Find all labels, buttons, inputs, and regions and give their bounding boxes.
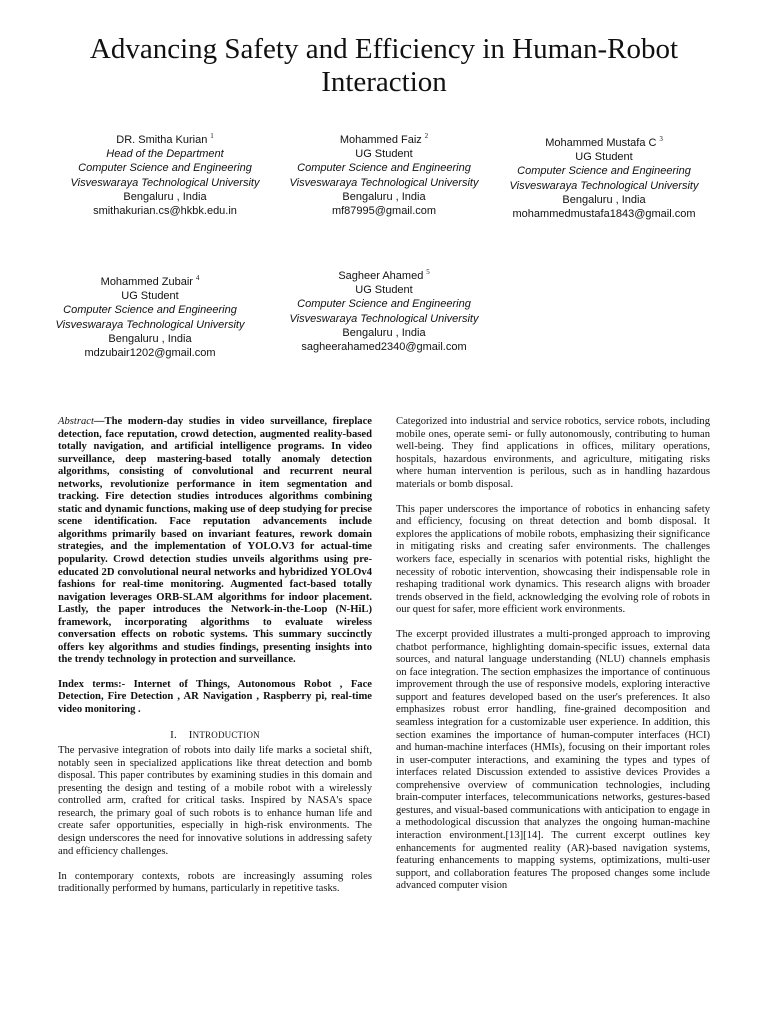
author-role: UG Student: [355, 284, 413, 297]
author-university: Visveswaraya Technological University: [289, 312, 479, 325]
author-dept: Computer Science and Engineering: [63, 304, 237, 317]
author-role: Head of the Department: [106, 148, 224, 161]
author-name: Sagheer Ahamed $^5$: [338, 268, 430, 282]
author-role: UG Student: [121, 290, 179, 303]
author-university: Visveswaraya Technological University: [70, 176, 260, 189]
author-dept: Computer Science and Engineering: [78, 162, 252, 175]
author-email: sagheerahamed2340@gmail.com: [301, 341, 467, 354]
section-heading-introduction: I. INTRODUCTION: [170, 728, 260, 741]
author-location: Bengaluru , India: [108, 332, 192, 345]
abstract-text: —The modern-day studies in video surveillance, fireplace detection, face reputation, crowd detection, augmented reality-based totally navigation, and artificial intelligence programs. In video surveillance, deep mastering-based totally anomaly detection algorithms, consisting of convolutional and recurrent neural networks, revolutionize performance in item segmentation and tracking. Fire detection studies introduces algorithms combining static and dynamic functions, making use of deep studying for precise scene identification. Face reputation advancements include algorithms primarily based on invariant features, rework domain strategies, and the implementation of YOLO.V3 for actual-time popularity. Crowd detection studies unveils algorithms using pre-educated 2D convolutional neural networks and hybridized YOLOv4 fashions for real-time monitoring. Augmented fact-based totally navigation leverages ORB-SLAM algorithms for indoor placement. Lastly, the paper introduces the Network-in-the-Loop (N-HiL) framework, incorporating algorithms to evaluate wireless conversation effects on robotic systems. This summary succinctly offers key algorithms and studies findings, presenting insights into the trendy technology in protection and surveillance.: [58, 416, 372, 666]
author-location: Bengaluru , India: [562, 193, 646, 206]
author-university: Visveswaraya Technological University: [509, 179, 699, 192]
author-university: Visveswaraya Technological University: [289, 176, 479, 189]
body-paragraph-2: This paper underscores the importance of robotics in enhancing safety and efficiency, focusing on threat detection and bomb disposal. It explores the applications of mobile robots, emphasizing their significance in mitigating risks and creating safer environments. The challenges workers face, especially in scenarios with potential risks, highlight the necessity of robotic intervention, showcasing their indispensable role in reshaping traditional work dynamics. This research aligns with broader trends observed in the field, acknowledging the evolving role of robots in our quest for safer, more efficient work environments.: [396, 503, 710, 616]
author-email: mf87995@gmail.com: [331, 205, 437, 218]
author-university: Visveswaraya Technological University: [55, 318, 245, 331]
index-terms: Index terms:- Internet of Things, Autonomous Robot , Face Detection, Fire Detection , AR Navigation , Raspberry pi, real-time video monitoring .: [58, 678, 372, 716]
left-column: [58, 416, 372, 896]
author-location: Bengaluru , India: [342, 190, 426, 203]
author-block-1: [50, 133, 280, 218]
author-block-5: [284, 269, 484, 354]
author-location: Bengaluru , India: [123, 190, 207, 203]
body-paragraph-3: The excerpt provided illustrates a multi-pronged approach to improving chatbot performance, highlighting domain-specific issues, external data sources, and natural language understanding (NLU) channels emphasis on face integration. The section emphasizes the importance of continuous improvement through the use of responsive models, exploring interactive support and features developed based on the user's preferences. It also emphasizes robust error handling, fine-grained decomposition and seamless integration for a customizable user experience. In addition, this section examines the importance of human-computer interfaces (HCI) and human-machine interfaces (HMIs), focusing on their important roles in user-computer interactions, and examining the types and types of interfaces related Discussion extended to assistive devices Provides a comprehensive overview of communication technologies, including brain-computer interfaces, telecommunications networks, gestures-based gestures, and visual-based communications with anticipation to engage in a methodological discussion that analyzes the ongoing human-machine interaction environment.[13][14]. The current excerpt outlines key enhancements for augmented reality (AR)-based navigation systems, featuring enhancements to mapping systems, optimizations, multi-user support, and collaboration features The proposed changes some include advanced computer vision: [396, 629, 710, 892]
author-email: mohammedmustafa1843@gmail.com: [512, 208, 696, 221]
author-location: Bengaluru , India: [342, 326, 426, 339]
author-name: DR. Smitha Kurian $^1$: [116, 132, 214, 146]
author-block-2: [284, 133, 484, 218]
abstract: [58, 416, 372, 667]
author-dept: Computer Science and Engineering: [297, 162, 471, 175]
author-name: Mohammed Mustafa C $^3$: [545, 135, 663, 149]
right-column: [396, 416, 710, 893]
intro-paragraph-2: In contemporary contexts, robots are increasingly assuming roles traditionally performed by humans, particularly in repetitive tasks.: [58, 870, 372, 895]
intro-paragraph-1: The pervasive integration of robots into daily life marks a societal shift, notably seen in specialized applications like threat detection and bomb disposal. This paper contributes by examining studies in this domain and presenting the design and testing of a mobile robot with a wirelessly controlled arm, crafted for critical tasks. Inspired by NASA's space research, the primary goal of such robots is to enhance human life and create safer opportunities, especially in high-risk environments. The design underscores the need for innovative solutions in addressing safety and efficiency challenges.: [58, 745, 372, 857]
author-name: Mohammed Faiz $^2$: [339, 132, 429, 146]
abstract-label: Abstract: [58, 416, 94, 427]
author-role: UG Student: [575, 151, 633, 164]
author-block-4: [50, 275, 250, 360]
author-email: smithakurian.cs@hkbk.edu.in: [93, 205, 237, 218]
author-name: Mohammed Zubair $^4$: [100, 274, 200, 288]
paper-title: Advancing Safety and Efficiency in Human-Robot Interaction: [89, 33, 679, 98]
author-role: UG Student: [355, 148, 413, 161]
author-email: mdzubair1202@gmail.com: [84, 347, 216, 360]
author-dept: Computer Science and Engineering: [297, 298, 471, 311]
author-block-3: [492, 136, 716, 221]
author-dept: Computer Science and Engineering: [517, 165, 691, 178]
body-paragraph-1: Categorized into industrial and service robotics, service robots, including mobile ones, operate semi- or fully autonomously, contributing to human well-being. They find applications in offices, military operations, hospitals, hazardous environments, and agriculture, mitigating risks where human intervention is perilous, such as in handling hazardous materials or bomb disposal.: [396, 416, 710, 490]
